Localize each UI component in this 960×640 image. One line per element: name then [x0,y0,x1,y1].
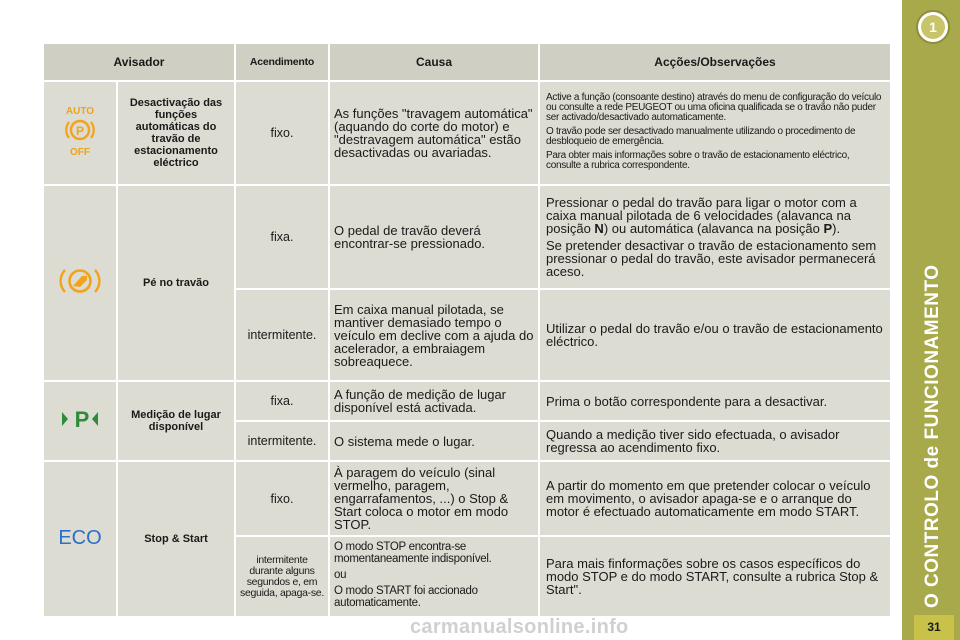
stop-start-int-causa [330,537,540,618]
auto-off-accoes-1: Active a função (consoante destino) através do menu de configuração do veículo ou consulte a rede PEUGEOT ou uma oficina qualificada se o travão não puder ser activado/desactivado automaticamente. [546,91,882,123]
parking-int-accoes: Quando a medição tiver sido efectuada, o avisador regressa ao acendimento fixo. [540,422,892,462]
parking-int-acendimento: intermitente. [236,422,330,462]
table-row [44,82,892,186]
brake-pedal-fixa-accoes-1: Pressionar o pedal do travão para ligar o motor com a caixa manual pilotada de 6 velocidades (alavanca na posição N) ou automática (alavanca na posição P). [546,195,857,236]
svg-text:ECO: ECO [58,526,102,548]
stop-start-int-accoes: Para mais finformações sobre os casos específicos do modo STOP e do modo START, consulte a rubrica Stop & Start". [540,537,892,618]
auto-off-acendimento: fixo. [236,82,330,186]
stop-start-int-acendimento: intermitente durante alguns segundos e, em seguida, apaga-se. [236,537,330,618]
header-avisador: Avisador [44,44,236,82]
brake-pedal-fixa-accoes-2: Se pretender desactivar o travão de estacionamento sem pressionar o pedal do travão, este avisador permanecerá aceso. [546,238,877,279]
svg-text:AUTO: AUTO [65,105,95,117]
auto-park-off-icon [60,105,100,157]
chapter-title: O CONTROLO de FUNCIONAMENTO [922,264,943,608]
header-acendimento: Acendimento [236,44,330,82]
parking-fixa-causa: A função de medição de lugar disponível está activada. [330,382,540,422]
stop-start-icon-cell [44,462,118,618]
stop-start-fixo-acendimento: fixo. [236,462,330,537]
stop-start-fixo-causa: À paragem do veículo (sinal vermelho, paragem, engarrafamentos, ...) o Stop & Start coloca o motor em modo STOP. [330,462,540,537]
brake-pedal-fixa-accoes [540,186,892,290]
foot-on-brake-icon [58,264,102,298]
brake-pedal-int-acendimento: intermitente. [236,290,330,382]
table-header-row [44,44,892,82]
stop-start-int-causa-1: O modo STOP encontra-se momentaneamente indisponível. [334,541,492,565]
eco-icon [54,526,106,548]
parking-fixa-accoes: Prima o botão correspondente para a desactivar. [540,382,892,422]
parking-fixa-acendimento: fixa. [236,382,330,422]
brake-pedal-int-accoes: Utilizar o pedal do travão e/ou o travão de estacionamento eléctrico. [540,290,892,382]
brake-pedal-fixa-causa: O pedal de travão deverá encontrar-se pressionado. [330,186,540,290]
auto-off-accoes-3: Para obter mais informações sobre o travão de estacionamento eléctrico, consulte a rubrica correspondente. [546,149,850,171]
warning-lights-table [44,44,892,618]
parking-space-measure-icon [60,407,100,431]
svg-text:OFF: OFF [70,146,90,157]
parking-name: Medição de lugar disponível [118,382,236,462]
auto-off-accoes-2: O travão pode ser desactivado manualmente utilizando o procedimento de desbloqueio de emergência. [546,125,856,147]
auto-off-icon-cell [44,82,118,186]
brake-pedal-icon-cell [44,186,118,382]
header-causa: Causa [330,44,540,82]
brake-pedal-fixa-acendimento: fixa. [236,186,330,290]
brake-pedal-int-causa: Em caixa manual pilotada, se mantiver demasiado tempo o veículo em declive com a ajuda do acelerador, a embraiagem sobreaquece. [330,290,540,382]
brake-pedal-name: Pé no travão [118,186,236,382]
stop-start-name: Stop & Start [118,462,236,618]
table-row [44,382,892,422]
table-row [44,462,892,537]
auto-off-name: Desactivação das funções automáticas do travão de estacionamento eléctrico [118,82,236,186]
header-accoes: Acções/Observações [540,44,892,82]
table-row [44,186,892,290]
chapter-sidebar [902,0,960,640]
stop-start-int-causa-3: O modo START foi accionado automaticamente. [334,585,478,609]
parking-icon-cell [44,382,118,462]
parking-int-causa: O sistema mede o lugar. [330,422,540,462]
warning-lights-table-container [44,44,892,618]
stop-start-int-causa-2: ou [334,569,347,581]
page-number: 31 [914,615,954,640]
auto-off-accoes [540,82,892,186]
svg-text:P: P [74,406,90,431]
chapter-badge [916,10,950,44]
stop-start-fixo-accoes: A partir do momento em que pretender colocar o veículo em movimento, o avisador apaga-se e o arranque do motor é efectuado automaticamente em modo START. [540,462,892,537]
svg-text:P: P [75,123,85,138]
watermark: carmanualsonline.info [410,616,629,638]
chapter-number: 1 [921,15,945,39]
auto-off-causa: As funções "travagem automática" (aquando do corte do motor) e "destravagem automática" estão desactivadas ou avariadas. [330,82,540,186]
